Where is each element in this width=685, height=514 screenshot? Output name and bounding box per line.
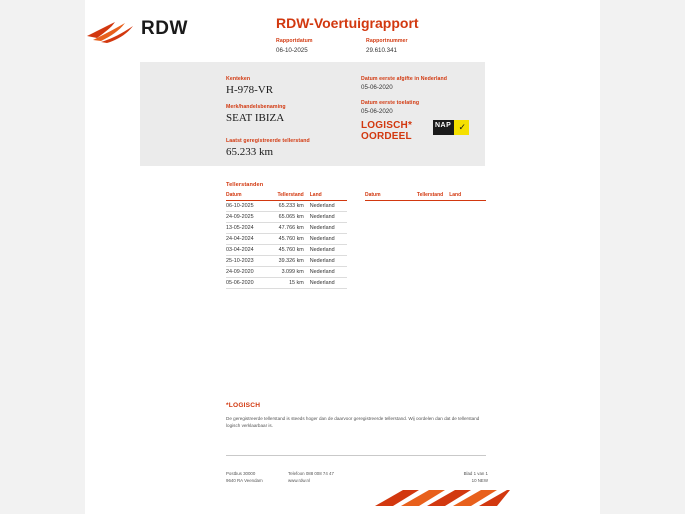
table-row xyxy=(226,211,347,222)
cell-country xyxy=(443,278,486,289)
table-row xyxy=(226,277,347,288)
cell-reading xyxy=(406,256,443,267)
cell-country xyxy=(443,234,486,245)
bottom-decorative-graphic-icon xyxy=(375,488,510,510)
table-row xyxy=(226,222,347,233)
rdw-logo xyxy=(85,12,225,46)
footer-page-number: Blad 1 van 1 xyxy=(463,471,488,476)
footer-form-code: 10 NEW xyxy=(471,478,488,483)
cell-reading: 15 km xyxy=(266,277,303,288)
footer-address-line-1: Postbus 30000 xyxy=(226,471,256,476)
cell-date: 06-10-2025 xyxy=(226,201,266,212)
cell-date xyxy=(365,201,406,212)
label-first-registration-nl: Datum eerste afgifte in Nederland xyxy=(361,76,448,82)
table-row xyxy=(365,245,486,256)
cell-country: Nederland xyxy=(304,277,347,288)
cell-country: Nederland xyxy=(304,266,347,277)
cell-date xyxy=(365,256,406,267)
cell-date xyxy=(365,267,406,278)
label-make-model: Merk/handelsbenaming xyxy=(226,104,286,110)
cell-date: 03-04-2024 xyxy=(226,244,266,255)
value-licence-plate: H-978-VR xyxy=(226,84,274,96)
footer-phone: Telefoon 088 008 74 47 xyxy=(288,471,334,476)
nap-badge-label: NAP xyxy=(435,122,452,129)
cell-country: Nederland xyxy=(304,255,347,266)
odometer-table-left xyxy=(226,192,347,289)
check-icon: ✓ xyxy=(458,122,466,132)
cell-reading xyxy=(406,201,443,212)
page-footer xyxy=(226,470,488,484)
cell-date: 05-06-2020 xyxy=(226,277,266,288)
column-header-reading: Tellerstand xyxy=(406,192,443,201)
cell-country: Nederland xyxy=(304,233,347,244)
cell-reading xyxy=(406,223,443,234)
table-row xyxy=(226,244,347,255)
nap-badge xyxy=(433,120,469,135)
value-report-date: 06-10-2025 xyxy=(276,47,308,54)
header-meta-date xyxy=(276,38,366,54)
rdw-flame-logo-icon xyxy=(85,18,135,44)
cell-reading xyxy=(406,245,443,256)
logo-text: RDW xyxy=(141,18,188,39)
odometer-history-section xyxy=(226,182,486,289)
verdict-line-1: LOGISCH* xyxy=(361,120,413,131)
odometer-table-left-body xyxy=(226,201,347,289)
cell-country xyxy=(443,256,486,267)
cell-reading: 39.326 km xyxy=(266,255,303,266)
value-report-number: 29.610.341 xyxy=(366,47,397,54)
table-header-row xyxy=(365,192,486,201)
cell-reading: 65.233 km xyxy=(266,201,303,212)
odometer-table-right-body xyxy=(365,201,486,289)
footnote xyxy=(226,402,486,429)
cell-country xyxy=(443,267,486,278)
table-row xyxy=(226,201,347,212)
cell-country: Nederland xyxy=(304,211,347,222)
page-title: RDW-Voertuigrapport xyxy=(276,15,419,31)
column-header-date: Datum xyxy=(365,192,406,201)
cell-reading: 45.760 km xyxy=(266,244,303,255)
footnote-body: De geregistreerde tellerstand is steeds hoger dan de daarvoor geregistreerde tellerstand. Wij oordelen dan dat de tellerstand logisch verklaarbaar is. xyxy=(226,416,480,428)
verdict-line-2: OORDEEL xyxy=(361,131,412,142)
column-header-date: Datum xyxy=(226,192,266,201)
cell-date xyxy=(365,212,406,223)
label-last-odometer: Laatst geregistreerde tellerstand xyxy=(226,138,310,144)
table-row xyxy=(365,212,486,223)
cell-reading: 45.760 km xyxy=(266,233,303,244)
cell-reading xyxy=(406,212,443,223)
cell-country xyxy=(443,245,486,256)
cell-country: Nederland xyxy=(304,244,347,255)
value-first-admission: 05-06-2020 xyxy=(361,108,393,115)
table-row xyxy=(226,255,347,266)
header-meta xyxy=(276,38,496,54)
table-row xyxy=(365,278,486,289)
footer-pagination xyxy=(428,470,488,484)
column-header-reading: Tellerstand xyxy=(266,192,303,201)
label-report-number: Rapportnummer xyxy=(366,38,408,44)
value-first-registration-nl: 05-06-2020 xyxy=(361,84,393,91)
cell-date: 24-04-2024 xyxy=(226,233,266,244)
cell-reading: 65.065 km xyxy=(266,211,303,222)
cell-country xyxy=(443,201,486,212)
cell-date: 24-09-2025 xyxy=(226,211,266,222)
summary-block xyxy=(140,62,485,166)
verdict-block xyxy=(361,120,412,142)
cell-country xyxy=(443,223,486,234)
table-row xyxy=(226,233,347,244)
cell-date xyxy=(365,278,406,289)
value-last-odometer: 65.233 km xyxy=(226,146,274,158)
footer-address xyxy=(226,470,288,484)
footer-website[interactable]: www.rdw.nl xyxy=(288,478,310,483)
table-header-row xyxy=(226,192,347,201)
odometer-table-right xyxy=(365,192,486,289)
footer-contact xyxy=(288,470,350,484)
footer-divider xyxy=(226,455,486,456)
summary-left xyxy=(226,76,366,132)
cell-reading xyxy=(406,234,443,245)
label-report-date: Rapportdatum xyxy=(276,38,313,44)
cell-date xyxy=(365,245,406,256)
cell-country: Nederland xyxy=(304,201,347,212)
cell-country xyxy=(443,212,486,223)
label-first-admission: Datum eerste toelating xyxy=(361,100,420,106)
cell-date: 13-05-2024 xyxy=(226,222,266,233)
cell-reading xyxy=(406,278,443,289)
cell-date: 25-10-2023 xyxy=(226,255,266,266)
column-header-country: Land xyxy=(443,192,486,201)
table-row xyxy=(365,201,486,212)
cell-reading xyxy=(406,267,443,278)
table-row xyxy=(365,223,486,234)
footer-address-line-2: 9640 RA Veendam xyxy=(226,478,263,483)
table-row xyxy=(365,234,486,245)
label-licence-plate: Kenteken xyxy=(226,76,251,82)
table-row xyxy=(365,256,486,267)
table-caption: Tellerstanden xyxy=(226,182,264,188)
table-row xyxy=(226,266,347,277)
footnote-title: *LOGISCH xyxy=(226,402,261,409)
summary-right xyxy=(361,76,491,124)
summary-odometer xyxy=(226,138,406,166)
table-row xyxy=(365,267,486,278)
cell-date: 24-09-2020 xyxy=(226,266,266,277)
column-header-country: Land xyxy=(304,192,347,201)
cell-reading: 47.766 km xyxy=(266,222,303,233)
value-make-model: SEAT IBIZA xyxy=(226,112,285,124)
header-meta-number xyxy=(366,38,456,54)
cell-country: Nederland xyxy=(304,222,347,233)
cell-date xyxy=(365,234,406,245)
cell-reading: 3.099 km xyxy=(266,266,303,277)
cell-date xyxy=(365,223,406,234)
